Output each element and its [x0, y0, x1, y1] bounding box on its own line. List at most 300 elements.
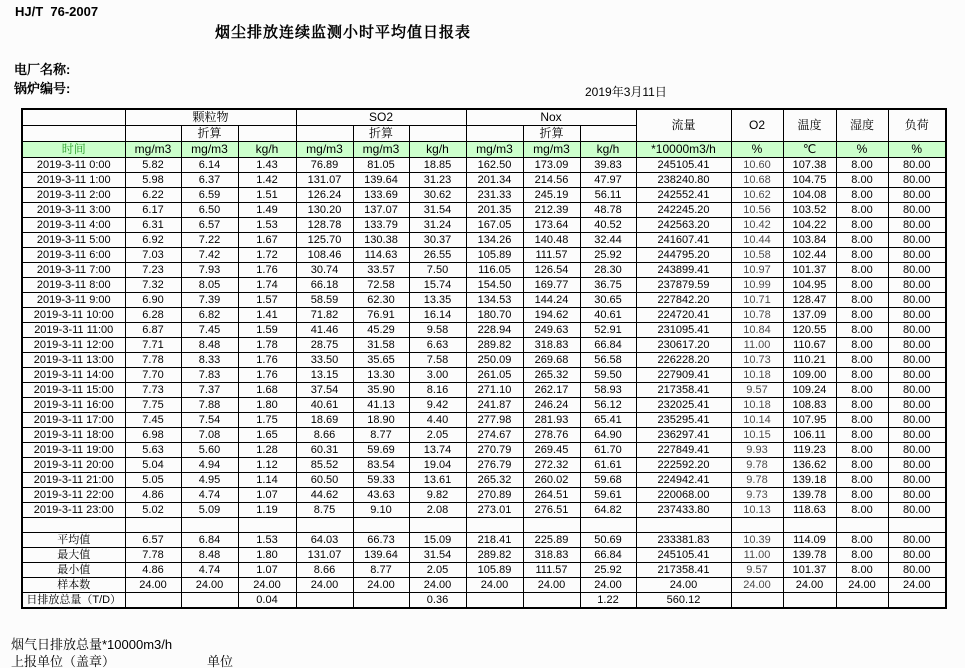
value-cell: 1.80 — [238, 398, 296, 413]
value-cell: 80.00 — [888, 173, 946, 188]
value-cell: 35.65 — [353, 353, 409, 368]
value-cell: 59.33 — [353, 473, 409, 488]
value-cell: 212.39 — [523, 203, 580, 218]
value-cell: 5.04 — [125, 458, 181, 473]
value-cell: 1.28 — [238, 443, 296, 458]
value-cell: 8.16 — [409, 383, 466, 398]
value-cell: 236297.41 — [636, 428, 731, 443]
value-cell: 278.76 — [523, 428, 580, 443]
empty-cell — [181, 518, 238, 533]
value-cell: 0.36 — [409, 593, 466, 609]
value-cell: 8.00 — [836, 173, 888, 188]
unit-cell: mg/m3 — [296, 142, 353, 158]
value-cell: 277.98 — [466, 413, 523, 428]
value-cell: 233381.83 — [636, 533, 731, 548]
time-cell: 2019-3-11 20:00 — [22, 458, 125, 473]
value-cell: 8.00 — [836, 338, 888, 353]
value-cell: 60.31 — [296, 443, 353, 458]
time-cell: 2019-3-11 15:00 — [22, 383, 125, 398]
value-cell: 144.24 — [523, 293, 580, 308]
value-cell: 24.00 — [181, 578, 238, 593]
value-cell: 139.64 — [353, 173, 409, 188]
value-cell: 1.51 — [238, 188, 296, 203]
value-cell: 217358.41 — [636, 563, 731, 578]
value-cell: 24.00 — [466, 578, 523, 593]
value-cell: 8.00 — [836, 263, 888, 278]
value-cell: 222592.20 — [636, 458, 731, 473]
unit-cell: mg/m3 — [466, 142, 523, 158]
value-cell: 7.45 — [125, 413, 181, 428]
value-cell: 274.67 — [466, 428, 523, 443]
value-cell: 8.00 — [836, 413, 888, 428]
table-body — [22, 158, 946, 609]
value-cell — [353, 593, 409, 609]
value-cell: 52.91 — [580, 323, 636, 338]
value-cell: 7.83 — [181, 368, 238, 383]
value-cell: 7.78 — [125, 548, 181, 563]
value-cell: 220068.00 — [636, 488, 731, 503]
value-cell — [783, 593, 836, 609]
value-cell — [181, 593, 238, 609]
value-cell: 114.63 — [353, 248, 409, 263]
value-cell: 6.87 — [125, 323, 181, 338]
empty-cell — [238, 518, 296, 533]
value-cell: 4.94 — [181, 458, 238, 473]
value-cell: 102.44 — [783, 248, 836, 263]
value-cell: 1.74 — [238, 278, 296, 293]
value-cell — [731, 593, 783, 609]
unit-cell: ℃ — [783, 142, 836, 158]
blank-cell — [580, 126, 636, 142]
value-cell: 9.57 — [731, 383, 783, 398]
unit-cell: % — [731, 142, 783, 158]
value-cell: 7.45 — [181, 323, 238, 338]
value-cell: 116.05 — [466, 263, 523, 278]
hourly-row — [22, 503, 946, 518]
value-cell: 245.19 — [523, 188, 580, 203]
time-cell: 2019-3-11 0:00 — [22, 158, 125, 173]
value-cell: 7.88 — [181, 398, 238, 413]
summary-row — [22, 593, 946, 609]
empty-cell — [125, 518, 181, 533]
value-cell: 80.00 — [888, 308, 946, 323]
value-cell: 80.00 — [888, 263, 946, 278]
hourly-row — [22, 308, 946, 323]
value-cell: 224942.41 — [636, 473, 731, 488]
summary-row — [22, 578, 946, 593]
value-cell: 80.00 — [888, 473, 946, 488]
value-cell: 31.58 — [353, 338, 409, 353]
value-cell: 41.46 — [296, 323, 353, 338]
time-cell: 2019-3-11 1:00 — [22, 173, 125, 188]
value-cell: 130.20 — [296, 203, 353, 218]
time-cell: 2019-3-11 22:00 — [22, 488, 125, 503]
spacer-row — [22, 518, 946, 533]
boiler-no-label: 锅炉编号: — [14, 81, 71, 96]
value-cell: 1.43 — [238, 158, 296, 173]
value-cell: 235295.41 — [636, 413, 731, 428]
hourly-row — [22, 233, 946, 248]
value-cell: 24.00 — [836, 578, 888, 593]
value-cell: 134.26 — [466, 233, 523, 248]
value-cell: 44.62 — [296, 488, 353, 503]
value-cell: 80.00 — [888, 233, 946, 248]
value-cell: 8.00 — [836, 503, 888, 518]
value-cell: 7.03 — [125, 248, 181, 263]
value-cell: 5.82 — [125, 158, 181, 173]
value-cell: 238240.80 — [636, 173, 731, 188]
value-cell: 6.92 — [125, 233, 181, 248]
value-cell: 201.34 — [466, 173, 523, 188]
value-cell: 24.00 — [238, 578, 296, 593]
value-cell: 7.08 — [181, 428, 238, 443]
empty-cell — [731, 518, 783, 533]
value-cell: 269.45 — [523, 443, 580, 458]
empty-cell — [353, 518, 409, 533]
value-cell: 265.32 — [466, 473, 523, 488]
summary-row — [22, 563, 946, 578]
value-cell: 4.40 — [409, 413, 466, 428]
value-cell: 24.00 — [731, 578, 783, 593]
time-cell: 2019-3-11 14:00 — [22, 368, 125, 383]
value-cell: 35.90 — [353, 383, 409, 398]
blank-cell — [238, 126, 296, 142]
value-cell: 80.00 — [888, 293, 946, 308]
units-row — [22, 142, 946, 158]
value-cell: 105.89 — [466, 563, 523, 578]
value-cell: 76.91 — [353, 308, 409, 323]
value-cell: 104.75 — [783, 173, 836, 188]
value-cell: 1.76 — [238, 353, 296, 368]
value-cell: 10.58 — [731, 248, 783, 263]
value-cell: 58.59 — [296, 293, 353, 308]
value-cell: 80.00 — [888, 413, 946, 428]
value-cell: 245105.41 — [636, 548, 731, 563]
value-cell: 26.55 — [409, 248, 466, 263]
value-cell: 31.54 — [409, 203, 466, 218]
value-cell: 10.62 — [731, 188, 783, 203]
value-cell: 1.49 — [238, 203, 296, 218]
unit-cell: % — [888, 142, 946, 158]
value-cell: 59.68 — [580, 473, 636, 488]
value-cell: 10.42 — [731, 218, 783, 233]
value-cell: 80.00 — [888, 338, 946, 353]
group-header-o2: O2 — [731, 109, 783, 142]
value-cell: 242563.20 — [636, 218, 731, 233]
value-cell: 5.02 — [125, 503, 181, 518]
value-cell: 8.75 — [296, 503, 353, 518]
value-cell: 65.41 — [580, 413, 636, 428]
value-cell: 9.42 — [409, 398, 466, 413]
value-cell: 30.65 — [580, 293, 636, 308]
value-cell: 5.09 — [181, 503, 238, 518]
value-cell: 1.72 — [238, 248, 296, 263]
value-cell: 80.00 — [888, 398, 946, 413]
value-cell: 13.15 — [296, 368, 353, 383]
value-cell: 66.18 — [296, 278, 353, 293]
value-cell: 24.00 — [125, 578, 181, 593]
value-cell: 270.79 — [466, 443, 523, 458]
value-cell: 59.50 — [580, 368, 636, 383]
value-cell: 83.54 — [353, 458, 409, 473]
time-cell: 2019-3-11 8:00 — [22, 278, 125, 293]
value-cell: 131.07 — [296, 173, 353, 188]
value-cell: 10.97 — [731, 263, 783, 278]
value-cell: 10.14 — [731, 413, 783, 428]
value-cell: 40.61 — [296, 398, 353, 413]
value-cell: 8.00 — [836, 563, 888, 578]
value-cell: 7.78 — [125, 353, 181, 368]
value-cell: 18.85 — [409, 158, 466, 173]
hourly-row — [22, 368, 946, 383]
value-cell: 6.59 — [181, 188, 238, 203]
value-cell: 8.00 — [836, 353, 888, 368]
hourly-row — [22, 473, 946, 488]
value-cell: 80.00 — [888, 278, 946, 293]
time-cell: 2019-3-11 2:00 — [22, 188, 125, 203]
value-cell: 5.98 — [125, 173, 181, 188]
value-cell: 6.50 — [181, 203, 238, 218]
value-cell: 9.10 — [353, 503, 409, 518]
value-cell: 107.95 — [783, 413, 836, 428]
value-cell: 241.87 — [466, 398, 523, 413]
value-cell: 111.57 — [523, 563, 580, 578]
value-cell: 32.44 — [580, 233, 636, 248]
value-cell: 9.82 — [409, 488, 466, 503]
value-cell: 10.13 — [731, 503, 783, 518]
value-cell: 1.22 — [580, 593, 636, 609]
value-cell: 80.00 — [888, 203, 946, 218]
unit-cell: mg/m3 — [353, 142, 409, 158]
value-cell: 8.48 — [181, 338, 238, 353]
value-cell: 6.98 — [125, 428, 181, 443]
value-cell — [523, 593, 580, 609]
value-cell: 8.77 — [353, 428, 409, 443]
value-cell: 8.00 — [836, 323, 888, 338]
value-cell: 56.58 — [580, 353, 636, 368]
time-cell: 2019-3-11 23:00 — [22, 503, 125, 518]
empty-cell — [888, 518, 946, 533]
value-cell: 8.00 — [836, 203, 888, 218]
value-cell: 13.30 — [353, 368, 409, 383]
value-cell: 230617.20 — [636, 338, 731, 353]
value-cell: 226228.20 — [636, 353, 731, 368]
value-cell: 0.04 — [238, 593, 296, 609]
value-cell: 11.00 — [731, 548, 783, 563]
value-cell: 13.35 — [409, 293, 466, 308]
value-cell: 1.67 — [238, 233, 296, 248]
value-cell: 1.76 — [238, 263, 296, 278]
empty-cell — [409, 518, 466, 533]
value-cell: 7.54 — [181, 413, 238, 428]
value-cell: 41.13 — [353, 398, 409, 413]
value-cell: 7.75 — [125, 398, 181, 413]
value-cell: 9.78 — [731, 458, 783, 473]
value-cell: 10.68 — [731, 173, 783, 188]
value-cell: 80.00 — [888, 218, 946, 233]
unit-cell: kg/h — [580, 142, 636, 158]
value-cell: 40.61 — [580, 308, 636, 323]
value-cell: 25.92 — [580, 248, 636, 263]
value-cell: 24.00 — [888, 578, 946, 593]
value-cell: 104.08 — [783, 188, 836, 203]
value-cell: 8.00 — [836, 158, 888, 173]
value-cell: 80.00 — [888, 458, 946, 473]
value-cell: 260.02 — [523, 473, 580, 488]
group-header-nox: Nox — [466, 109, 636, 126]
value-cell: 224720.41 — [636, 308, 731, 323]
value-cell: 59.69 — [353, 443, 409, 458]
value-cell: 24.00 — [523, 578, 580, 593]
value-cell: 1.65 — [238, 428, 296, 443]
value-cell: 7.37 — [181, 383, 238, 398]
value-cell: 80.00 — [888, 353, 946, 368]
value-cell: 24.00 — [353, 578, 409, 593]
value-cell: 64.82 — [580, 503, 636, 518]
value-cell: 80.00 — [888, 248, 946, 263]
value-cell: 24.00 — [636, 578, 731, 593]
group-header-row — [22, 109, 946, 126]
summary-label: 平均值 — [22, 533, 125, 548]
hourly-row — [22, 278, 946, 293]
value-cell: 232025.41 — [636, 398, 731, 413]
group-header-particulate: 颗粒物 — [125, 109, 296, 126]
value-cell: 8.00 — [836, 188, 888, 203]
value-cell: 272.32 — [523, 458, 580, 473]
value-cell: 40.52 — [580, 218, 636, 233]
value-cell: 1.57 — [238, 293, 296, 308]
value-cell: 19.04 — [409, 458, 466, 473]
converted-label-nox: 折算 — [523, 126, 580, 142]
value-cell: 85.52 — [296, 458, 353, 473]
value-cell: 80.00 — [888, 488, 946, 503]
value-cell: 13.61 — [409, 473, 466, 488]
value-cell: 133.69 — [353, 188, 409, 203]
unit-cell: mg/m3 — [125, 142, 181, 158]
value-cell: 36.75 — [580, 278, 636, 293]
value-cell: 80.00 — [888, 158, 946, 173]
value-cell: 9.93 — [731, 443, 783, 458]
value-cell: 109.00 — [783, 368, 836, 383]
value-cell: 7.58 — [409, 353, 466, 368]
value-cell: 1.07 — [238, 563, 296, 578]
value-cell: 80.00 — [888, 563, 946, 578]
plant-name-label: 电厂名称: — [14, 62, 71, 77]
value-cell: 8.00 — [836, 278, 888, 293]
hourly-row — [22, 338, 946, 353]
value-cell: 126.54 — [523, 263, 580, 278]
value-cell: 3.00 — [409, 368, 466, 383]
value-cell: 13.74 — [409, 443, 466, 458]
converted-label-so2: 折算 — [353, 126, 409, 142]
value-cell: 7.32 — [125, 278, 181, 293]
value-cell: 64.90 — [580, 428, 636, 443]
value-cell: 7.70 — [125, 368, 181, 383]
value-cell: 167.05 — [466, 218, 523, 233]
hourly-row — [22, 428, 946, 443]
value-cell: 134.53 — [466, 293, 523, 308]
value-cell: 56.11 — [580, 188, 636, 203]
hourly-row — [22, 323, 946, 338]
hourly-row — [22, 488, 946, 503]
value-cell: 39.83 — [580, 158, 636, 173]
value-cell: 66.84 — [580, 338, 636, 353]
time-cell: 2019-3-11 13:00 — [22, 353, 125, 368]
value-cell: 8.05 — [181, 278, 238, 293]
hourly-row — [22, 398, 946, 413]
value-cell: 66.84 — [580, 548, 636, 563]
unit-cell: kg/h — [409, 142, 466, 158]
blank-cell — [296, 126, 353, 142]
value-cell: 6.57 — [181, 218, 238, 233]
value-cell: 16.14 — [409, 308, 466, 323]
value-cell: 71.82 — [296, 308, 353, 323]
value-cell: 237879.59 — [636, 278, 731, 293]
value-cell: 7.23 — [125, 263, 181, 278]
value-cell: 25.92 — [580, 563, 636, 578]
value-cell: 108.46 — [296, 248, 353, 263]
value-cell: 80.00 — [888, 533, 946, 548]
value-cell: 11.00 — [731, 338, 783, 353]
value-cell: 7.22 — [181, 233, 238, 248]
value-cell: 31.24 — [409, 218, 466, 233]
value-cell: 18.90 — [353, 413, 409, 428]
value-cell: 1.07 — [238, 488, 296, 503]
value-cell: 111.57 — [523, 248, 580, 263]
hourly-row — [22, 203, 946, 218]
value-cell: 6.90 — [125, 293, 181, 308]
value-cell: 104.22 — [783, 218, 836, 233]
value-cell: 8.00 — [836, 443, 888, 458]
value-cell: 245105.41 — [636, 158, 731, 173]
value-cell: 133.79 — [353, 218, 409, 233]
time-cell: 2019-3-11 5:00 — [22, 233, 125, 248]
value-cell: 139.64 — [353, 548, 409, 563]
value-cell: 169.77 — [523, 278, 580, 293]
value-cell: 265.32 — [523, 368, 580, 383]
time-cell: 2019-3-11 6:00 — [22, 248, 125, 263]
value-cell: 107.38 — [783, 158, 836, 173]
value-cell: 104.95 — [783, 278, 836, 293]
value-cell: 241607.41 — [636, 233, 731, 248]
value-cell: 106.11 — [783, 428, 836, 443]
group-header-flow: 流量 — [636, 109, 731, 142]
value-cell: 8.00 — [836, 383, 888, 398]
value-cell: 244795.20 — [636, 248, 731, 263]
value-cell: 28.75 — [296, 338, 353, 353]
value-cell: 139.18 — [783, 473, 836, 488]
page-title: 烟尘排放连续监测小时平均值日报表 — [215, 24, 472, 41]
value-cell: 173.64 — [523, 218, 580, 233]
value-cell: 4.74 — [181, 563, 238, 578]
report-table — [21, 108, 947, 609]
value-cell: 30.37 — [409, 233, 466, 248]
value-cell: 162.50 — [466, 158, 523, 173]
summary-label: 日排放总量（T/D） — [22, 593, 125, 609]
value-cell: 130.38 — [353, 233, 409, 248]
value-cell: 318.83 — [523, 548, 580, 563]
value-cell: 64.03 — [296, 533, 353, 548]
hourly-row — [22, 458, 946, 473]
empty-cell — [783, 518, 836, 533]
value-cell: 7.42 — [181, 248, 238, 263]
hourly-row — [22, 218, 946, 233]
value-cell: 227849.41 — [636, 443, 731, 458]
value-cell: 139.78 — [783, 488, 836, 503]
value-cell: 108.83 — [783, 398, 836, 413]
value-cell: 15.09 — [409, 533, 466, 548]
value-cell: 103.84 — [783, 233, 836, 248]
